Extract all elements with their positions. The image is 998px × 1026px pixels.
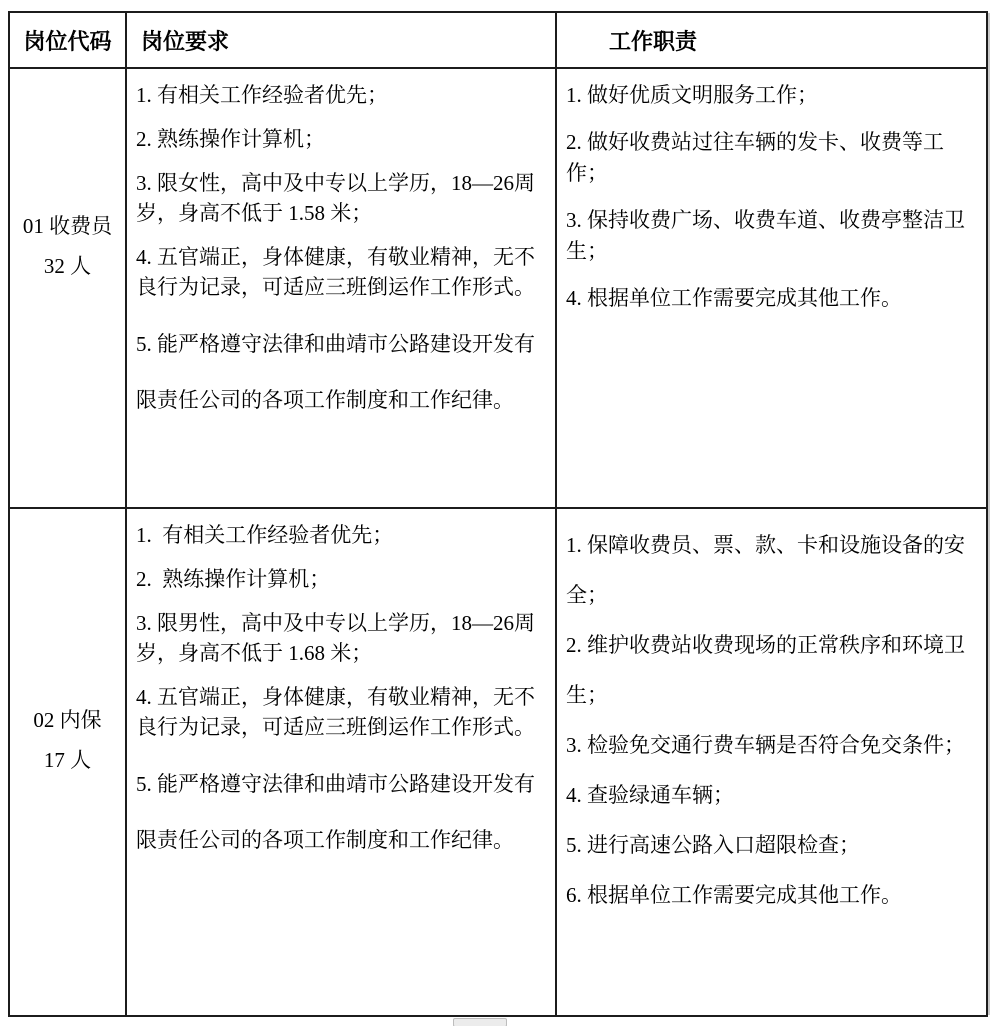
duties-cell-01: [556, 68, 987, 508]
table-row-position-01: [9, 68, 987, 508]
duty-item: 1. 做好优质文明服务工作；: [566, 83, 818, 107]
job-positions-table: [8, 11, 988, 1017]
requirement-item: 1. 有相关工作经验者优先；: [136, 523, 394, 547]
requirement-item: 1. 有相关工作经验者优先；: [136, 83, 388, 107]
position-code-02: 02 内保: [33, 707, 102, 732]
position-code-cell-01: [9, 68, 126, 508]
duty-item: 2. 做好收费站过往车辆的发卡、收费等工作；: [566, 130, 944, 185]
requirements-cell-02: [126, 508, 556, 1016]
requirement-item: 3. 限男性，高中及中专以上学历，18—26周岁，身高不低于 1.68 米；: [136, 611, 535, 665]
duty-item: 3. 保持收费广场、收费车道、收费亭整洁卫生；: [566, 208, 965, 263]
table-edge-shadow: [988, 13, 990, 1015]
duties-cell-02: [556, 508, 987, 1016]
position-code-cell-02: [9, 508, 126, 1016]
duty-item: 4. 查验绿通车辆；: [566, 783, 734, 807]
position-code-01: 01 收费员: [22, 213, 113, 238]
requirement-item: 2. 熟练操作计算机；: [136, 567, 331, 591]
header-position-code: 岗位代码: [9, 12, 126, 68]
requirement-item: 5. 能严格遵守法律和曲靖市公路建设开发有限责任公司的各项工作制度和工作纪律。: [136, 332, 535, 412]
duty-item: 2. 维护收费站收费现场的正常秩序和环境卫生；: [566, 633, 965, 707]
requirement-item: 2. 熟练操作计算机；: [136, 127, 325, 151]
requirements-cell-01: [126, 68, 556, 508]
requirement-item: 4. 五官端正，身体健康，有敬业精神，无不良行为记录，可适应三班倒运作工作形式。: [136, 685, 535, 739]
table-header-row: [9, 12, 987, 68]
duty-item: 6. 根据单位工作需要完成其他工作。: [566, 883, 902, 907]
duty-item: 4. 根据单位工作需要完成其他工作。: [566, 286, 902, 310]
table-row-position-02: [9, 508, 987, 1016]
position-headcount-02: 17 人: [43, 747, 92, 772]
position-headcount-01: 32 人: [43, 253, 92, 278]
duty-item: 5. 进行高速公路入口超限检查；: [566, 833, 860, 857]
duty-item: 3. 检验免交通行费车辆是否符合免交条件；: [566, 733, 965, 757]
horizontal-scrollbar-thumb[interactable]: [453, 1018, 507, 1026]
requirement-item: 4. 五官端正，身体健康，有敬业精神，无不良行为记录，可适应三班倒运作工作形式。: [136, 245, 535, 299]
requirement-item: 3. 限女性，高中及中专以上学历，18—26周岁，身高不低于 1.58 米；: [136, 171, 535, 225]
header-requirements: 岗位要求: [126, 12, 556, 68]
duty-item: 1. 保障收费员、票、款、卡和设施设备的安全；: [566, 533, 965, 607]
requirement-item: 5. 能严格遵守法律和曲靖市公路建设开发有限责任公司的各项工作制度和工作纪律。: [136, 772, 535, 852]
header-duties: 工作职责: [556, 12, 987, 68]
